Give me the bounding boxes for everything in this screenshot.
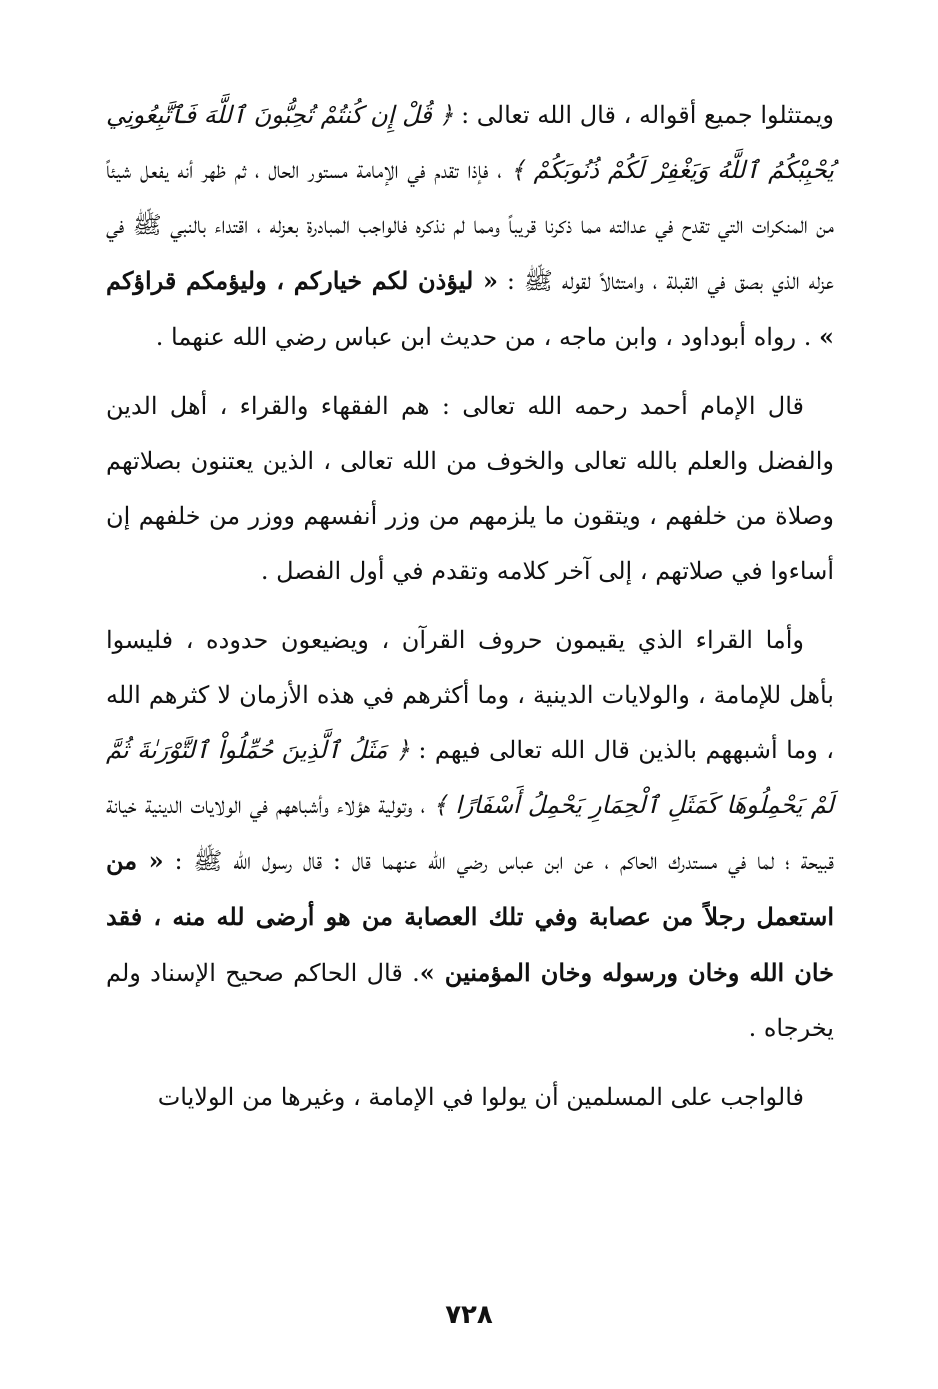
- paragraph-1: [106, 88, 834, 365]
- text-segment: ، فإذا تقدم في الإمامة مستور الحال ، ثم ظهر أنه يفعل شيئاً من المنكرات التي تقدح في عدالته مما ذكرنا قريباً ومما لم نذكره فالواجب المبادرة بعزله ، اقتداء بالنبي ﷺ في عزله الذي بصق في القبلة ، وامتثالاً لقوله ﷺ :: [106, 156, 834, 295]
- text-segment: ، وتولية هؤلاء وأشباههم في الولايات الدينية خيانة قبيحة ؛ لما في مستدرك الحاكم ، عن ابن عباس رضي الله عنهما قال : قال رسول الله ﷺ :: [106, 791, 834, 875]
- text-segment: . قال الحاكم صحيح الإسناد ولم يخرجاه .: [106, 959, 834, 1042]
- paragraph-2: [106, 379, 834, 599]
- page-number: ٧٢٨: [445, 1300, 493, 1330]
- text-segment: ويمتثلوا جميع أقواله ، قال الله تعالى :: [453, 101, 834, 129]
- text-segment: فالواجب على المسلمين أن يولوا في الإمامة ، وغيرها من الولايات: [157, 1083, 804, 1111]
- paragraph-4: [106, 1070, 834, 1125]
- page-body: [106, 88, 834, 1125]
- text-segment: قال الإمام أحمد رحمه الله تعالى : هم الفقهاء والقراء ، أهل الدين والفضل والعلم بالله تعالى والخوف من الله تعالى ، الذين يعتنون بصلاتهم وصلاة من خلفهم ، ويتقون ما يلزمهم من وزر أنفسهم ووزر من خلفهم إن أساءوا في صلاتهم ، إلى آخر كلامه وتقدم في أول الفصل .: [106, 392, 835, 585]
- quran-verse: ﴿ قُلْ إِن كُنتُمْ تُحِبُّونَ ٱللَّهَ فَٱتَّبِعُونِي يُحْبِبْكُمُ ٱللَّهُ وَيَغْفِرْ لَكُمْ ذُنُوبَكُمْ ﴾: [106, 101, 834, 184]
- quran-verse: ﴿ مَثَلُ ٱلَّذِينَ حُمِّلُواْ ٱلتَّوْرَىٰةَ ثُمَّ لَمْ يَحْمِلُوهَا كَمَثَلِ ٱلْحِمَارِ يَحْمِلُ أَسْفَارًا ﴾: [106, 736, 834, 819]
- hadith-quote: « ليؤذن لكم خياركم ، وليؤمكم قراؤكم »: [106, 266, 834, 351]
- hadith-quote: « من استعمل رجلاً من عصابة وفي تلك العصابة من هو أرضى لله منه ، فقد خان الله وخان ورسوله وخان المؤمنين »: [106, 846, 834, 987]
- paragraph-3: [106, 613, 834, 1056]
- text-segment: . رواه أبوداود ، وابن ماجه ، من حديث ابن عباس رضي الله عنهما .: [155, 323, 819, 351]
- text-segment: وأما القراء الذي يقيمون حروف القرآن ، ويضيعون حدوده ، فليسوا بأهل للإمامة ، والولايات الدينية ، وما أكثرهم في هذه الأزمان لا كثرهم الله ، وما أشبههم بالذين قال الله تعالى فيهم :: [106, 626, 835, 764]
